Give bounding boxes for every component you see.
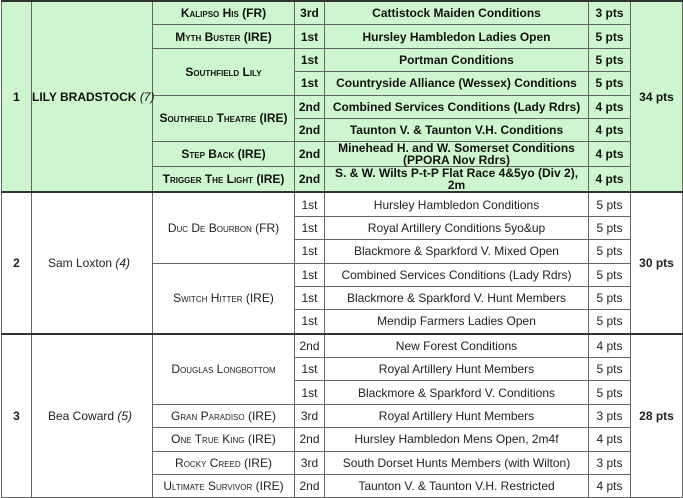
horse-name: Gran Paradiso (IRE) <box>153 404 295 427</box>
race-name: New Forest Conditions <box>325 334 589 358</box>
rider-total-points: 30 pts <box>631 192 683 333</box>
rider-position: 3 <box>2 334 32 498</box>
rider-total-points: 28 pts <box>631 334 683 498</box>
horse-name: Douglas Longbottom <box>153 334 295 405</box>
race-placing: 3rd <box>295 451 325 474</box>
race-placing: 2nd <box>295 95 325 118</box>
horse-name: Kalipso His (FR) <box>153 1 295 25</box>
rider-position: 2 <box>2 192 32 333</box>
race-name: Taunton V. & Taunton V.H. Conditions <box>325 118 589 141</box>
race-placing: 1st <box>295 358 325 381</box>
race-name: S. & W. Wilts P-t-P Flat Race 4&5yo (Div 2), 2m <box>325 167 589 193</box>
race-name: Hursley Hambledon Conditions <box>325 192 589 216</box>
horse-name: Southfield Theatre (IRE) <box>153 95 295 142</box>
race-name: Combined Services Conditions (Lady Rdrs) <box>325 95 589 118</box>
horse-name: Southfield Lily <box>153 48 295 95</box>
rider-total-points: 34 pts <box>631 1 683 192</box>
race-placing: 2nd <box>295 167 325 193</box>
horse-name: Myth Buster (IRE) <box>153 25 295 48</box>
standings-body <box>2 192 683 333</box>
race-points: 4 pts <box>589 428 631 451</box>
race-points: 5 pts <box>589 72 631 95</box>
rider-winner-count: (4) <box>115 256 131 271</box>
standings-body <box>2 1 683 192</box>
standings-body <box>2 334 683 498</box>
race-name: Royal Artillery Conditions 5yo&up <box>325 216 589 239</box>
rider-position: 1 <box>2 1 32 192</box>
race-points: 5 pts <box>589 216 631 239</box>
race-placing: 1st <box>295 48 325 71</box>
race-name: Minehead H. and W. Somerset Conditions (PPORA Nov Rdrs) <box>325 142 589 167</box>
race-points: 5 pts <box>589 381 631 404</box>
race-placing: 1st <box>295 240 325 263</box>
horse-name: Duc De Bourbon (FR) <box>153 192 295 263</box>
race-points: 4 pts <box>589 167 631 193</box>
race-points: 4 pts <box>589 118 631 141</box>
race-points: 5 pts <box>589 286 631 309</box>
race-name: Taunton V. & Taunton V.H. Restricted <box>325 475 589 498</box>
race-name: Hursley Hambledon Mens Open, 2m4f <box>325 428 589 451</box>
standings-table <box>1 0 683 498</box>
race-points: 5 pts <box>589 358 631 381</box>
race-points: 4 pts <box>589 142 631 167</box>
race-points: 5 pts <box>589 263 631 286</box>
race-placing: 1st <box>295 25 325 48</box>
race-points: 4 pts <box>589 334 631 358</box>
race-placing: 1st <box>295 216 325 239</box>
result-row <box>2 334 683 358</box>
race-name: Hursley Hambledon Ladies Open <box>325 25 589 48</box>
race-name: Blackmore & Sparkford V. Mixed Open <box>325 240 589 263</box>
race-points: 5 pts <box>589 192 631 216</box>
race-name: Combined Services Conditions (Lady Rdrs) <box>325 263 589 286</box>
race-placing: 1st <box>295 381 325 404</box>
race-points: 4 pts <box>589 475 631 498</box>
race-points: 3 pts <box>589 1 631 25</box>
race-points: 5 pts <box>589 240 631 263</box>
rider-name: LILY BRADSTOCK <box>32 89 137 104</box>
race-points: 5 pts <box>589 25 631 48</box>
race-placing: 2nd <box>295 475 325 498</box>
race-name: Mendip Farmers Ladies Open <box>325 310 589 334</box>
race-placing: 2nd <box>295 142 325 167</box>
horse-name: Rocky Creed (IRE) <box>153 451 295 474</box>
race-name: South Dorset Hunts Members (with Wilton) <box>325 451 589 474</box>
race-placing: 2nd <box>295 118 325 141</box>
race-placing: 1st <box>295 263 325 286</box>
horse-name: Switch Hitter (IRE) <box>153 263 295 334</box>
race-placing: 1st <box>295 286 325 309</box>
race-placing: 2nd <box>295 334 325 358</box>
race-points: 5 pts <box>589 48 631 71</box>
race-placing: 1st <box>295 192 325 216</box>
rider-cell <box>32 192 153 333</box>
race-points: 5 pts <box>589 310 631 334</box>
race-name: Portman Conditions <box>325 48 589 71</box>
rider-name: Bea Coward <box>48 409 115 424</box>
horse-name: Step Back (IRE) <box>153 142 295 167</box>
rider-winner-count: (7) <box>139 89 155 104</box>
rider-winner-count: (5) <box>117 409 133 424</box>
horse-name: One True King (IRE) <box>153 428 295 451</box>
rider-cell <box>32 334 153 498</box>
race-placing: 3rd <box>295 404 325 427</box>
result-row <box>2 1 683 25</box>
result-row <box>2 192 683 216</box>
rider-cell <box>32 1 153 192</box>
race-points: 3 pts <box>589 404 631 427</box>
race-name: Countryside Alliance (Wessex) Conditions <box>325 72 589 95</box>
race-placing: 1st <box>295 72 325 95</box>
race-name: Blackmore & Sparkford V. Hunt Members <box>325 286 589 309</box>
horse-name: Trigger The Light (IRE) <box>153 167 295 193</box>
race-name: Royal Artillery Hunt Members <box>325 358 589 381</box>
rider-name: Sam Loxton <box>48 256 113 271</box>
race-name: Blackmore & Sparkford V. Conditions <box>325 381 589 404</box>
race-name: Royal Artillery Hunt Members <box>325 404 589 427</box>
horse-name: Ultimate Survivor (IRE) <box>153 475 295 498</box>
race-placing: 3rd <box>295 1 325 25</box>
race-points: 4 pts <box>589 95 631 118</box>
race-points: 3 pts <box>589 451 631 474</box>
race-placing: 2nd <box>295 428 325 451</box>
race-placing: 1st <box>295 310 325 334</box>
race-name: Cattistock Maiden Conditions <box>325 1 589 25</box>
